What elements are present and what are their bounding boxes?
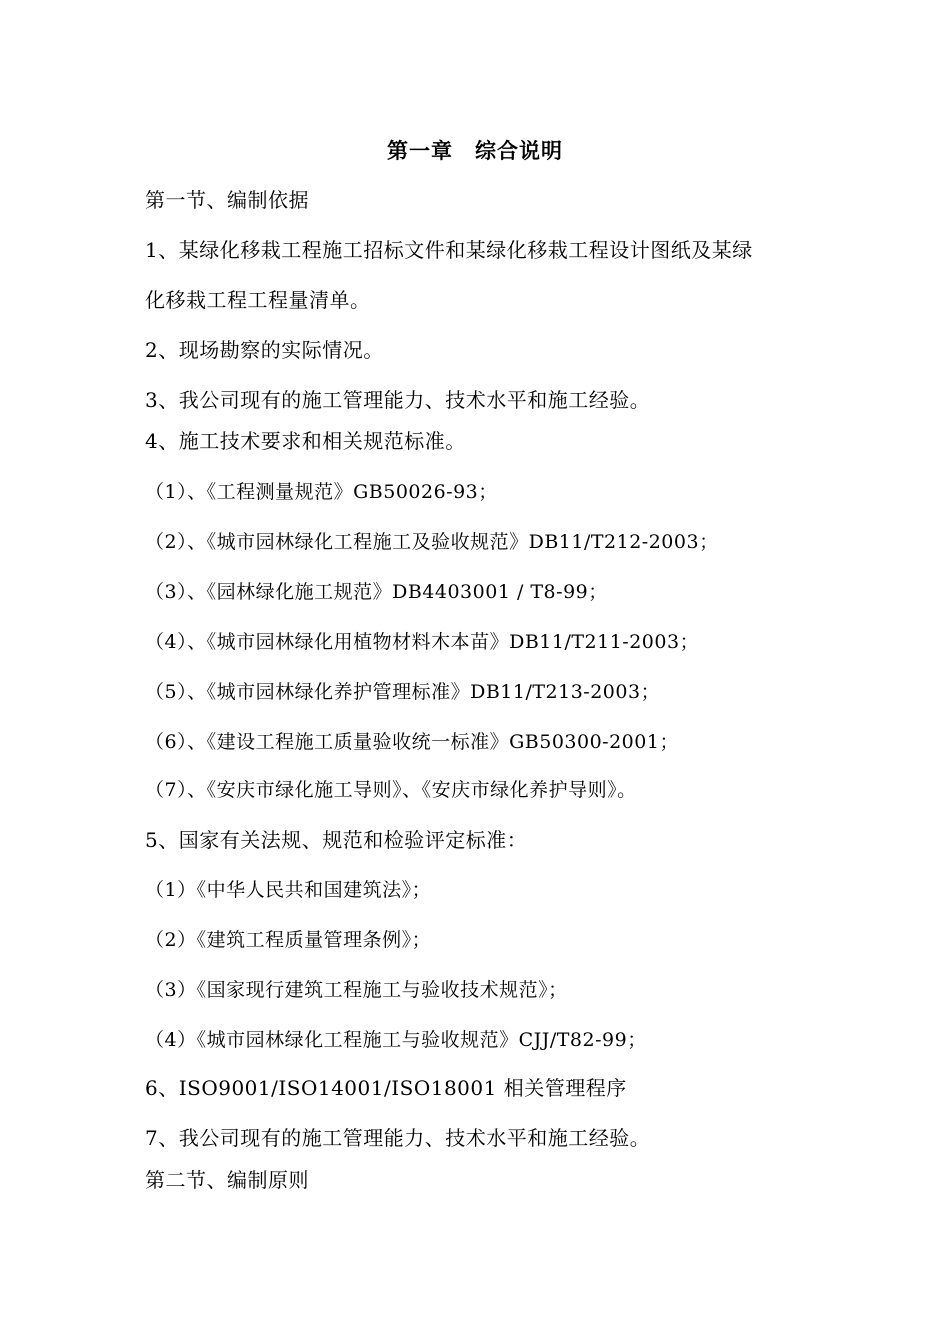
paragraph-line: 4、施工技术要求和相关规范标准。 <box>145 429 466 453</box>
chapter-title: 第一章 综合说明 <box>387 138 563 163</box>
list-item: （7）、《安庆市绿化施工导则》、《安庆市绿化养护导则》。 <box>145 779 637 801</box>
list-item: （1）《中华人民共和国建筑法》； <box>145 879 432 901</box>
list-item: （5）、《城市园林绿化养护管理标准》DB11/T213-2003； <box>145 681 661 703</box>
list-item: （6）、《建设工程施工质量验收统一标准》GB50300-2001； <box>145 731 679 753</box>
list-item: （3）、《园林绿化施工规范》DB4403001 / T8-99； <box>145 581 608 603</box>
paragraph-line: 3、我公司现有的施工管理能力、技术水平和施工经验。 <box>145 388 651 412</box>
list-item: （2）《建筑工程质量管理条例》； <box>145 929 432 951</box>
paragraph-line: 6、ISO9001/ISO14001/ISO18001 相关管理程序 <box>145 1076 627 1100</box>
list-item: （2）、《城市园林绿化工程施工及验收规范》DB11/T212-2003； <box>145 531 719 553</box>
list-item: （1）、《工程测量规范》GB50026-93； <box>145 481 498 503</box>
list-item: （3）《国家现行建筑工程施工与验收技术规范》； <box>145 979 568 1001</box>
paragraph-line: 1、某绿化移栽工程施工招标文件和某绿化移栽工程设计图纸及某绿 <box>145 238 753 262</box>
paragraph-line: 5、国家有关法规、规范和检验评定标准： <box>145 828 528 852</box>
paragraph-line: 化移栽工程工程量清单。 <box>145 288 371 312</box>
list-item: （4）、《城市园林绿化用植物材料木本苗》DB11/T211-2003； <box>145 631 700 653</box>
section-heading: 第一节、编制依据 <box>145 188 309 212</box>
section-heading: 第二节、编制原则 <box>145 1168 309 1192</box>
paragraph-line: 2、现场勘察的实际情况。 <box>145 338 384 362</box>
paragraph-line: 7、我公司现有的施工管理能力、技术水平和施工经验。 <box>145 1126 651 1150</box>
list-item: （4）《城市园林绿化工程施工与验收规范》CJJ/T82-99； <box>145 1029 647 1051</box>
